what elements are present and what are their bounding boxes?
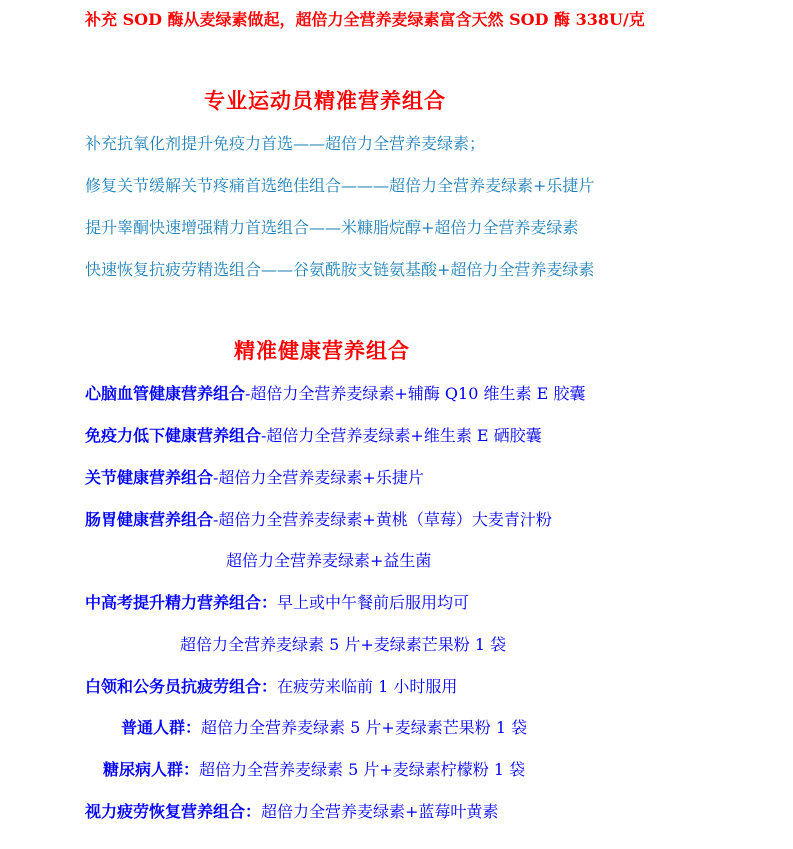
health-item-text: 超倍力全营养麦绿素+益生菌 [226, 551, 432, 570]
health-item [121, 718, 527, 738]
health-item [85, 802, 498, 822]
health-item-label: 视力疲劳恢复营养组合： [85, 802, 262, 821]
health-item-label: 普通人群： [121, 718, 202, 737]
health-item-text: 早上或中午餐前后服用均可 [277, 593, 470, 612]
health-item-text: 超倍力全营养麦绿素 5 片+麦绿素芒果粉 1 袋 [201, 718, 528, 737]
health-item [85, 510, 552, 530]
health-heading: 精准健康营养组合 [234, 339, 410, 363]
health-item-label: 免疫力低下健康营养组合 [85, 426, 262, 445]
health-item [85, 677, 457, 697]
health-item-text: 超倍力全营养麦绿素 5 片+麦绿素芒果粉 1 袋 [180, 635, 507, 654]
health-item-text: 超倍力全营养麦绿素 5 片+麦绿素柠檬粉 1 袋 [199, 760, 526, 779]
health-item-text: -超倍力全营养麦绿素+维生素 E 硒胶囊 [261, 426, 542, 445]
health-item-text: 在疲劳来临前 1 小时服用 [277, 677, 458, 696]
sports-heading: 专业运动员精准营养组合 [204, 89, 446, 113]
health-item [85, 593, 469, 613]
health-item-text: 超倍力全营养麦绿素+蓝莓叶黄素 [261, 802, 499, 821]
health-item [103, 760, 525, 780]
health-item-label: 关节健康营养组合 [85, 468, 214, 487]
health-item-label: 肠胃健康营养组合 [85, 510, 214, 529]
health-item-label: 白领和公务员抗疲劳组合： [85, 677, 278, 696]
sports-item: 修复关节缓解关节疼痛首选绝佳组合———超倍力全营养麦绿素+乐捷片 [85, 176, 595, 195]
sports-item: 补充抗氧化剂提升免疫力首选——超倍力全营养麦绿素； [85, 134, 486, 153]
health-item-text: -超倍力全营养麦绿素+辅酶 Q10 维生素 E 胶囊 [245, 384, 586, 403]
health-item [180, 635, 506, 655]
health-item [85, 468, 424, 488]
health-item [85, 426, 542, 446]
intro-text: 补充 SOD 酶从麦绿素做起，超倍力全营养麦绿素富含天然 SOD 酶 338U/克 [85, 10, 645, 29]
health-item-text: -超倍力全营养麦绿素+黄桃（草莓）大麦青汁粉 [213, 510, 552, 529]
health-item-label: 糖尿病人群： [103, 760, 200, 779]
health-item-label: 心脑血管健康营养组合 [85, 384, 246, 403]
health-item-text: -超倍力全营养麦绿素+乐捷片 [213, 468, 424, 487]
health-item [85, 384, 585, 404]
sports-item: 快速恢复抗疲劳精选组合——谷氨酰胺支链氨基酸+超倍力全营养麦绿素 [85, 260, 595, 279]
health-item-label: 中高考提升精力营养组合： [85, 593, 278, 612]
sports-item: 提升睾酮快速增强精力首选组合——米糠脂烷醇+超倍力全营养麦绿素 [85, 218, 579, 237]
health-item [226, 551, 431, 571]
